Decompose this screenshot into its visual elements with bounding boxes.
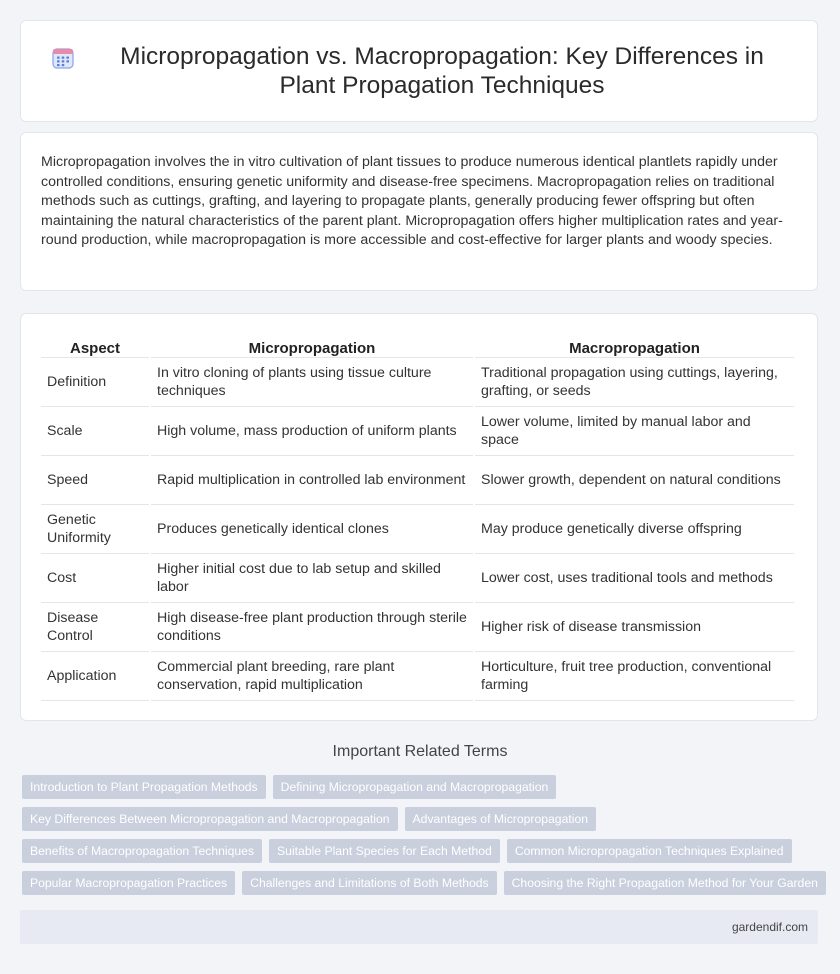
cell-micro: Commercial plant breeding, rare plant conservation, rapid multiplication: [151, 652, 473, 701]
cell-micro: High volume, mass production of uniform plants: [151, 407, 473, 456]
table-row: [41, 554, 794, 603]
cell-micro: Rapid multiplication in controlled lab environment: [151, 456, 473, 505]
cell-macro: May produce genetically diverse offspring: [475, 505, 794, 554]
cell-macro: Lower volume, limited by manual labor and space: [475, 407, 794, 456]
header-macropropagation: Macropropagation: [475, 334, 794, 358]
cell-aspect: Genetic Uniformity: [41, 505, 149, 554]
table-header-row: [41, 334, 794, 358]
table-row: [41, 407, 794, 456]
summary-card: [20, 132, 818, 291]
related-terms-list: [22, 775, 822, 903]
comparison-table: [39, 334, 796, 701]
title-card: [20, 20, 818, 122]
cell-macro: Horticulture, fruit tree production, conventional farming: [475, 652, 794, 701]
cell-macro: Higher risk of disease transmission: [475, 603, 794, 652]
cell-macro: Lower cost, uses traditional tools and methods: [475, 554, 794, 603]
related-term-tag[interactable]: Popular Macropropagation Practices: [22, 871, 235, 895]
footer-site-link[interactable]: gardendif.com: [731, 920, 808, 934]
tag-row: [22, 807, 822, 839]
page-title: Micropropagation vs. Macropropagation: Key Differences in Plant Propagation Techniques: [120, 43, 764, 99]
cell-micro: In vitro cloning of plants using tissue culture techniques: [151, 358, 473, 407]
cell-aspect: Application: [41, 652, 149, 701]
tag-row: [22, 839, 822, 871]
table-row: [41, 358, 794, 407]
related-term-tag[interactable]: Key Differences Between Micropropagation and Macropropagation: [22, 807, 398, 831]
related-term-tag[interactable]: Benefits of Macropropagation Techniques: [22, 839, 262, 863]
tag-row: [22, 775, 822, 807]
summary-text: Micropropagation involves the in vitro cultivation of plant tissues to produce numerous identical plantlets rapidly under controlled conditions, ensuring genetic uniformity and disease-free specimens. Macropropagation relies on traditional methods such as cuttings, grafting, and layering to propagate plants, generally producing fewer offspring but often maintaining the natural characteristics of the parent plant. Micropropagation offers higher multiplication rates and year-round production, while macropropagation is more accessible and cost-effective for larger plants and woody species.: [41, 154, 783, 248]
header-micropropagation: Micropropagation: [151, 334, 473, 358]
table-row: [41, 456, 794, 505]
calendar-icon: [51, 46, 75, 70]
cell-aspect: Cost: [41, 554, 149, 603]
cell-aspect: Disease Control: [41, 603, 149, 652]
related-terms-heading: Important Related Terms: [332, 743, 508, 760]
title-wrap: [51, 42, 787, 100]
header-aspect: Aspect: [41, 334, 149, 358]
comparison-card: [20, 313, 818, 721]
related-term-tag[interactable]: Defining Micropropagation and Macropropagation: [273, 775, 557, 799]
related-term-tag[interactable]: Challenges and Limitations of Both Methods: [242, 871, 496, 895]
cell-aspect: Definition: [41, 358, 149, 407]
cell-micro: High disease-free plant production through sterile conditions: [151, 603, 473, 652]
related-term-tag[interactable]: Advantages of Micropropagation: [405, 807, 596, 831]
cell-macro: Slower growth, dependent on natural conditions: [475, 456, 794, 505]
table-row: [41, 652, 794, 701]
cell-macro: Traditional propagation using cuttings, layering, grafting, or seeds: [475, 358, 794, 407]
table-row: [41, 505, 794, 554]
cell-aspect: Speed: [41, 456, 149, 505]
table-row: [41, 603, 794, 652]
footer: [20, 910, 818, 944]
related-term-tag[interactable]: Common Micropropagation Techniques Explained: [507, 839, 792, 863]
cell-aspect: Scale: [41, 407, 149, 456]
related-term-tag[interactable]: Choosing the Right Propagation Method for Your Garden: [504, 871, 826, 895]
cell-micro: Produces genetically identical clones: [151, 505, 473, 554]
related-term-tag[interactable]: Introduction to Plant Propagation Methods: [22, 775, 266, 799]
tag-row: [22, 871, 822, 903]
cell-micro: Higher initial cost due to lab setup and skilled labor: [151, 554, 473, 603]
related-term-tag[interactable]: Suitable Plant Species for Each Method: [269, 839, 500, 863]
